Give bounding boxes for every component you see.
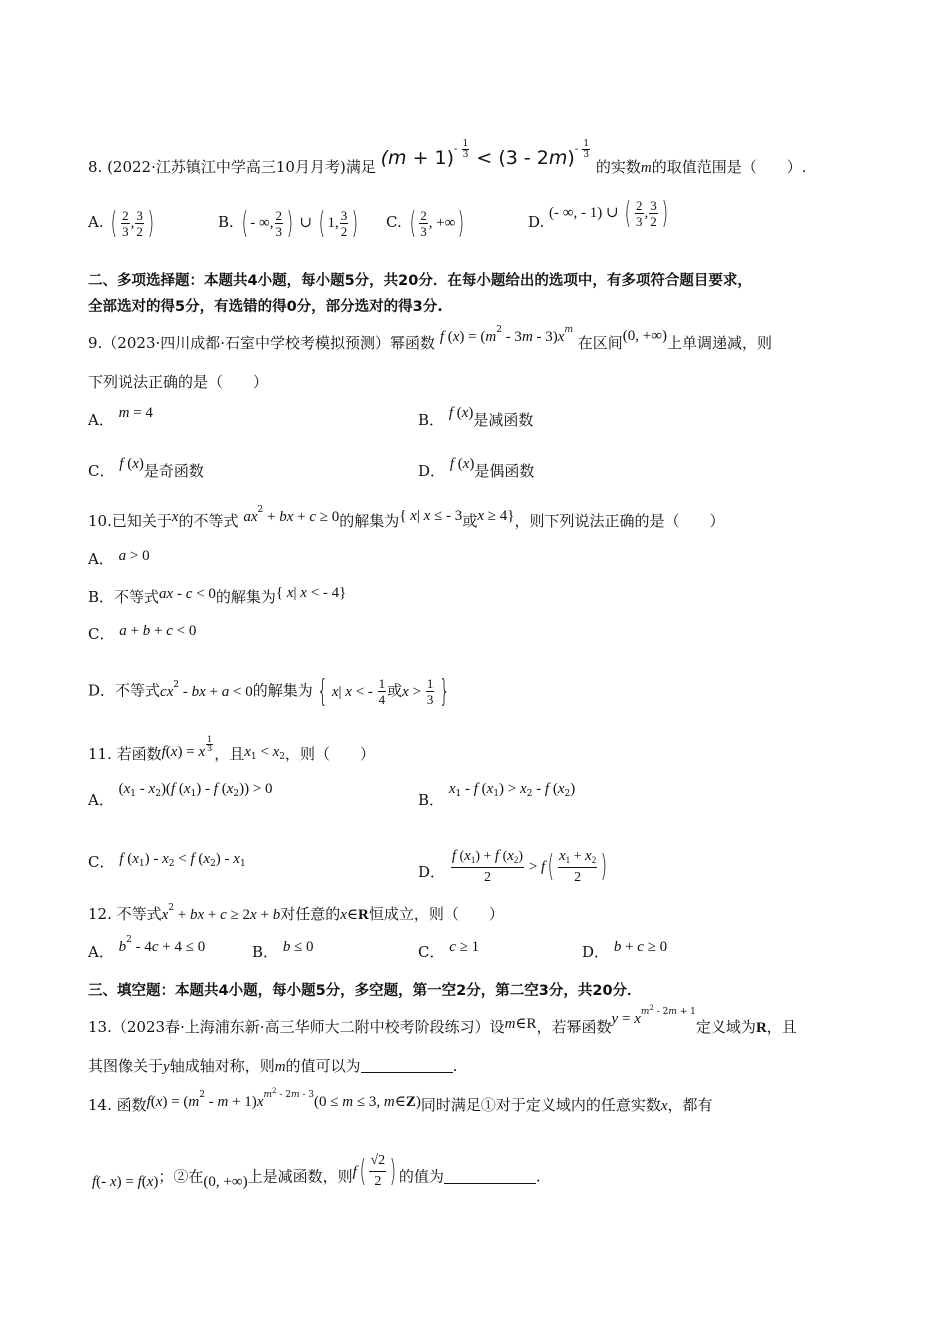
q8-option-c	[386, 205, 467, 241]
q12-suffix: 恒成立，则（ ）	[368, 905, 504, 923]
q12-domain: x∈R	[340, 907, 369, 923]
q11-suffix: ，则（ ）	[285, 745, 376, 763]
q9-option-c-label: C．	[88, 462, 115, 480]
q10-set2: x ≥ 4}	[477, 508, 515, 524]
q10-option-d-set2: x > $\frac{1}{3}$ }	[402, 673, 451, 709]
q11-mid: ，且	[214, 745, 245, 763]
q13-func: $y = x^{m^2 - 2m + 1}$	[611, 1004, 696, 1027]
q13-y: y	[163, 1059, 170, 1075]
q10-option-b-mid: 的解集为	[215, 588, 276, 606]
q9-option-a-math: m = 4	[118, 405, 153, 421]
q10-option-d-set: { x| x < - $\frac{1}{4}$	[317, 673, 386, 709]
q8-suffix: 的实数	[595, 158, 641, 176]
q10-x: x	[171, 509, 179, 525]
q11-option-b-math: $x_1$ - f $(x_1) > x_2 - f$ $(x_2)$	[448, 781, 576, 799]
q9-option-d-text: 是偶函数	[474, 462, 535, 480]
q13-stem	[88, 1004, 797, 1039]
q8-option-c-math: ( $\frac{2}{3}$ , +∞)	[409, 205, 465, 241]
q14-prefix: 14. 函数	[88, 1096, 147, 1114]
q9-line2: 下列说法正确的是（ ）	[88, 373, 269, 391]
q11-option-b-label: B．	[418, 791, 445, 809]
q14-func: $f(x) = (m^2 - m + 1)x^{m^2 - 2m - 3}(0 \le m \le 3$, m∈Z)	[146, 1087, 421, 1110]
q11-option-d-label: D．	[418, 863, 446, 881]
q14-line2-mid: ；②在	[158, 1167, 204, 1186]
q8-option-b-label: B.	[218, 212, 234, 231]
q12-option-d	[582, 939, 668, 963]
q10-suffix: ，则下列说法正确的是（ ）	[514, 512, 725, 530]
q9-formula: f $(x) = (m^2 - 3m - 3)x^m$	[439, 325, 573, 345]
q10-or: 或	[462, 512, 478, 530]
q11-option-b	[418, 781, 576, 811]
q10-option-c	[88, 624, 196, 645]
q12-option-b-math: b ≤ 0	[282, 939, 314, 955]
q12-option-c	[418, 939, 480, 963]
q14-line2-mid2: 上是减函数，则	[247, 1167, 353, 1186]
q11-option-a-label: A．	[88, 791, 114, 809]
q9-option-d-label: D．	[418, 462, 446, 480]
q8-option-d-math: (- ∞, - 1) ∪ ( $\frac{2}{3}$ , $\frac{3}{2}$ )	[549, 195, 668, 231]
q10-option-d-ineq: $cx^2$ - bx + a < 0	[160, 679, 253, 700]
q12-option-a	[88, 935, 206, 963]
q14-line2-end: 的值为	[398, 1167, 444, 1186]
q12-ineq: $x^2$ + bx + c ≥ 2x + b	[161, 903, 281, 923]
q14-stem	[88, 1087, 713, 1116]
q9-option-c	[88, 456, 204, 482]
q10-option-c-label: C．	[88, 625, 115, 643]
q12-mid: 对任意的	[280, 905, 341, 923]
q10-option-a-math: a > 0	[118, 548, 150, 564]
q10-option-b-label: B．	[88, 588, 115, 606]
q10-option-a-label: A．	[88, 550, 114, 568]
q9-option-c-text: 是奇函数	[143, 462, 204, 480]
q13-suffix-pre: 定义域为	[695, 1018, 756, 1036]
q13-answer-blank[interactable]	[361, 1058, 453, 1073]
q8-prefix: 8. (2022·江苏镇江中学高三10月月考)满足	[88, 158, 376, 176]
q8-option-a-label: A.	[88, 212, 104, 231]
q13-suffix-post: ，且	[766, 1018, 797, 1036]
q9-option-c-math: f (x)	[119, 456, 144, 472]
q9-option-a-label: A．	[88, 411, 114, 429]
q9-interval: (0, +∞)	[622, 328, 667, 344]
q10-option-d-mid: 的解集为	[252, 681, 313, 700]
q12-prefix: 12. 不等式	[88, 905, 162, 923]
q14-x: x	[660, 1098, 668, 1114]
q8-option-c-label: C.	[386, 212, 402, 231]
q10-option-b-ineq: ax - c < 0	[159, 586, 216, 602]
q9-option-a	[88, 405, 153, 431]
q9-suffix: 上单调递减，则	[666, 334, 772, 352]
q8-option-b	[218, 205, 361, 241]
q10-inequality: $ax^2$ + bx + c ≥ 0	[243, 505, 340, 525]
q9-option-b-label: B．	[418, 411, 445, 429]
q10-option-b	[88, 587, 346, 608]
q10-option-d-label: D．	[88, 681, 116, 700]
q9-prefix: 9.（2023·四川成都·石室中学校考模拟预测）幂函数	[88, 334, 436, 352]
q12-option-a-label: A．	[88, 943, 114, 961]
q9-option-b-math: f (x)	[448, 405, 474, 421]
q13-m: m	[274, 1059, 286, 1075]
q9-option-d-math: f (x)	[449, 456, 475, 472]
q9-stem	[88, 325, 772, 354]
q8-option-d-label: D.	[528, 212, 545, 231]
q10-option-c-math: a + b + c < 0	[119, 623, 197, 639]
q8-var-m: m	[640, 160, 652, 176]
q10-option-d	[88, 673, 454, 709]
q10-set: { x| x ≤ - 3	[399, 508, 463, 524]
q11-option-a-math: $(x_1 - x_2)(f$ $(x_1)$ - f $(x_2)) > 0$	[118, 781, 273, 799]
q13-R: R	[755, 1020, 767, 1036]
q13-line2-pre: 其图像关于	[88, 1057, 164, 1075]
q11-option-c	[88, 852, 246, 873]
q13-prefix: 13.（2023春·上海浦东新·高三华师大二附中校考阶段练习）设	[88, 1018, 505, 1036]
q11-func: f(x) = x $^{\frac{1}{3}}$	[161, 735, 213, 760]
q10-option-b-set: { x| x < - 4}	[275, 585, 347, 601]
q13-m-in-r: m∈R	[504, 1016, 537, 1032]
q14-suffix: ，都有	[667, 1096, 713, 1114]
q12-stem	[88, 904, 504, 925]
q9-option-b	[418, 405, 534, 431]
q11-option-d	[418, 848, 610, 894]
q9-option-d	[418, 456, 535, 482]
q14-line2	[92, 1153, 541, 1198]
q14-period: .	[535, 1167, 541, 1186]
q13-line2-mid: 轴成轴对称，则	[169, 1057, 275, 1075]
q10-stem	[88, 505, 725, 532]
q10-option-a	[88, 549, 150, 570]
q8-end: 的取值范围是（ ）.	[651, 158, 807, 176]
q12-option-c-label: C．	[418, 943, 445, 961]
q11-option-c-math: f $(x_1) - x_2 < f$ $(x_2) - x_1$	[119, 851, 246, 869]
q9-mid: 在区间	[577, 334, 623, 352]
section3-line1: 三、填空题：本题共4小题，每小题5分，多空题，第一空2分，第二空3分，共20分．	[88, 983, 642, 999]
q14-interval: (0, +∞)	[203, 1173, 248, 1190]
q12-option-c-math: c ≥ 1	[449, 939, 480, 955]
q14-answer-blank[interactable]	[444, 1169, 536, 1184]
section2-line1: 二、多项选择题：本题共4小题，每小题5分，共20分．在每小题给出的选项中，有多项符合题目要求，	[88, 273, 752, 289]
q11-option-d-math: $\frac{f (x_1) + f (x_2)}{2}$ > f( $\frac{x_1 + x_2}{2}$ )	[451, 848, 608, 885]
q14-mid: 同时满足①对于定义域内的任意实数	[420, 1096, 661, 1114]
q12-option-d-label: D．	[582, 943, 610, 961]
q10-option-d-pre: 不等式	[115, 681, 161, 700]
q13-line2-end: 的值可以为	[285, 1057, 361, 1075]
q13-period: .	[452, 1057, 458, 1075]
q11-option-c-label: C．	[88, 853, 115, 871]
q14-even: f(- x) = f(x)	[92, 1173, 159, 1190]
q8-option-a-math: ( $\frac{2}{3}$ , $\frac{3}{2}$ )	[111, 205, 154, 241]
q8-formula: $(m + 1)^{- \frac{1}{3}}$ < (3 - 2m)$^{- \frac{1}{3}}$	[380, 139, 590, 169]
q12-option-b	[252, 939, 314, 963]
q8-option-a	[88, 205, 157, 241]
q11-option-a	[88, 781, 273, 811]
q12-option-d-math: b + c ≥ 0	[613, 939, 668, 955]
q10-p2: 的不等式	[178, 512, 239, 530]
q10-option-b-pre: 不等式	[114, 588, 160, 606]
q13-line2	[88, 1056, 457, 1077]
q8-option-d	[528, 195, 670, 239]
q11-stem	[88, 735, 376, 765]
q12-option-b-label: B．	[252, 943, 279, 961]
q14-value: f( $\frac{√2}{2}$ )	[352, 1153, 397, 1189]
q8-stem	[88, 139, 807, 178]
q10-p3: 的解集为	[339, 512, 400, 530]
section2-line2: 全部选对的得5分，有选错的得0分，部分选对的得3分.	[88, 299, 443, 315]
q13-mid: ，若幂函数	[536, 1018, 612, 1036]
q10-option-d-or: 或	[387, 681, 403, 700]
q12-option-a-math: $b^2 - 4c + 4 \le 0$	[118, 935, 206, 955]
q11-prefix: 11. 若函数	[88, 745, 162, 763]
q8-option-b-math: ( - ∞, $\frac{2}{3}$ ) ∪ ( 1, $\frac{3}{2}$ )	[241, 205, 359, 241]
q9-option-b-text: 是减函数	[473, 411, 534, 429]
q10-prefix: 10.已知关于	[88, 512, 172, 530]
q11-cond: $x_1 < x_2$	[244, 744, 285, 762]
